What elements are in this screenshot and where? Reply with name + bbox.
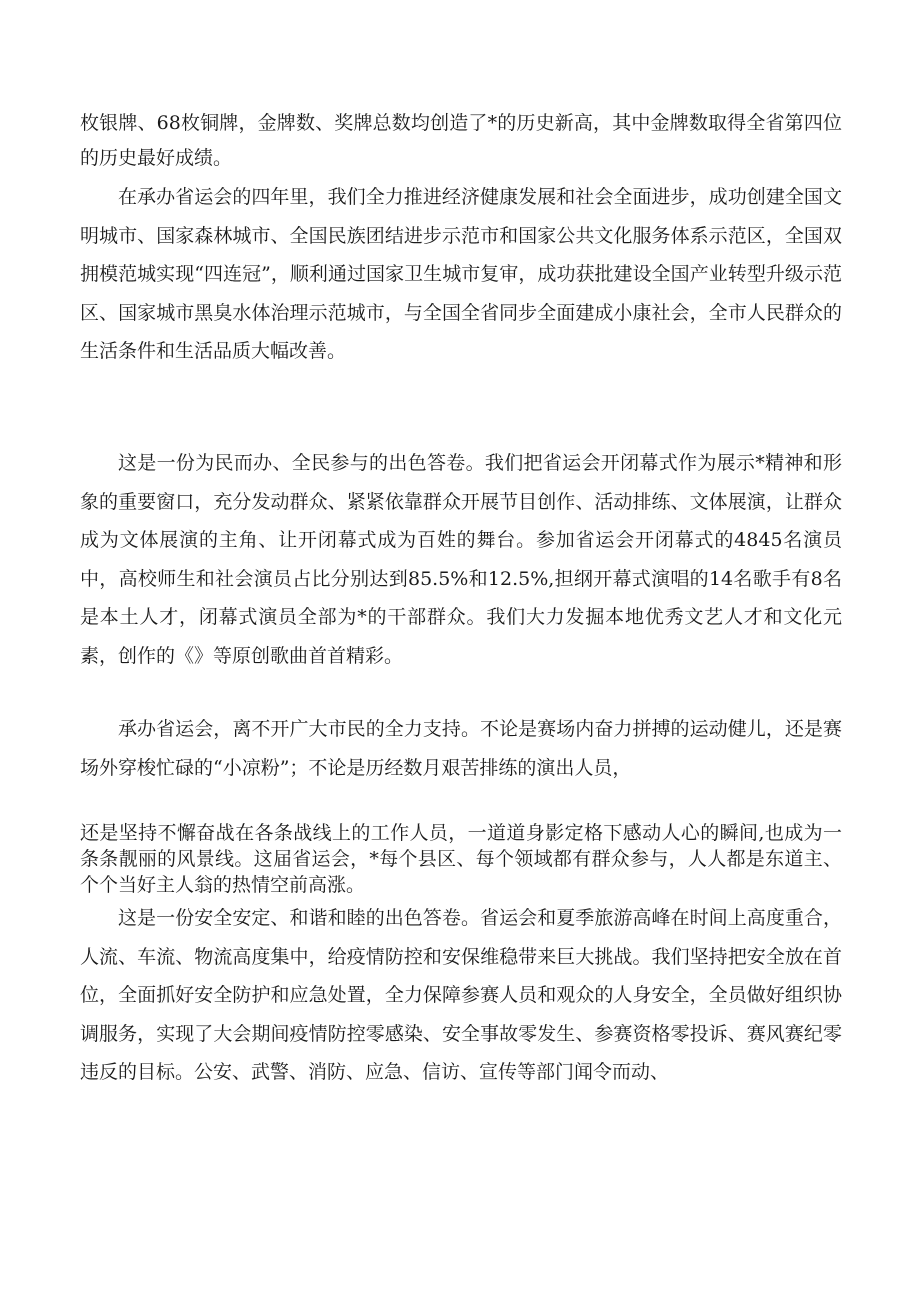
paragraph-medal-results: 枚银牌、68枚铜牌，金牌数、奖牌总数均创造了*的历史新高，其中金牌数取得全省第四位的历史最好成绩。 (80, 112, 842, 169)
paragraph-safety-security: 这是一份安全安定、和谐和睦的出色答卷。省运会和夏季旅游高峰在时间上高度重合，人流、车流、物流高度集中，给疫情防控和安保维稳带来巨大挑战。我们坚持把安全放在首位，全面抓好安全防护和应急处置，全力保障参赛人员和观众的人身安全，全员做好组织协调服务，实现了大会期间疫情防控零感染、安全事故零发生、参赛资格零投诉、赛风赛纪零违反的目标。公安、武警、消防、应急、信访、宣传等部门闻令而动、 (80, 907, 842, 1083)
paragraph-citizen-support-continued: 还是坚持不懈奋战在各条战线上的工作人员，一道道身影定格下感动人心的瞬间,也成为一条条靓丽的风景线。这届省运会，*每个县区、每个领域都有群众参与，人人都是东道主、个个当好主人翁的热情空前高涨。 (80, 822, 842, 896)
paragraph-citizen-support: 承办省运会，离不开广大市民的全力支持。不论是赛场内奋力拼搏的运动健儿，还是赛场外穿梭忙碌的“小凉粉”；不论是历经数月艰苦排练的演出人员， (80, 718, 842, 779)
paragraph-city-achievements: 在承办省运会的四年里，我们全力推进经济健康发展和社会全面进步，成功创建全国文明城市、国家森林城市、全国民族团结进步示范市和国家公共文化服务体系示范区，全国双拥模范城实现“四连冠”，顺利通过国家卫生城市复审，成功获批建设全国产业转型升级示范区、国家城市黑臭水体治理示范城市，与全国全省同步全面建成小康社会，全市人民群众的生活条件和生活品质大幅改善。 (80, 186, 842, 362)
paragraph-public-participation: 这是一份为民而办、全民参与的出色答卷。我们把省运会开闭幕式作为展示*精神和形象的重要窗口，充分发动群众、紧紧依靠群众开展节目创作、活动排练、文体展演，让群众成为文体展演的主角、让开闭幕式成为百姓的舞台。参加省运会开闭幕式的4845名演员中，高校师生和社会演员占比分别达到85.5%和12.5%,担纲开幕式演唱的14名歌手有8名是本土人才，闭幕式演员全部为*的干部群众。我们大力发掘本地优秀文艺人才和文化元素，创作的《》等原创歌曲首首精彩。 (80, 452, 842, 667)
